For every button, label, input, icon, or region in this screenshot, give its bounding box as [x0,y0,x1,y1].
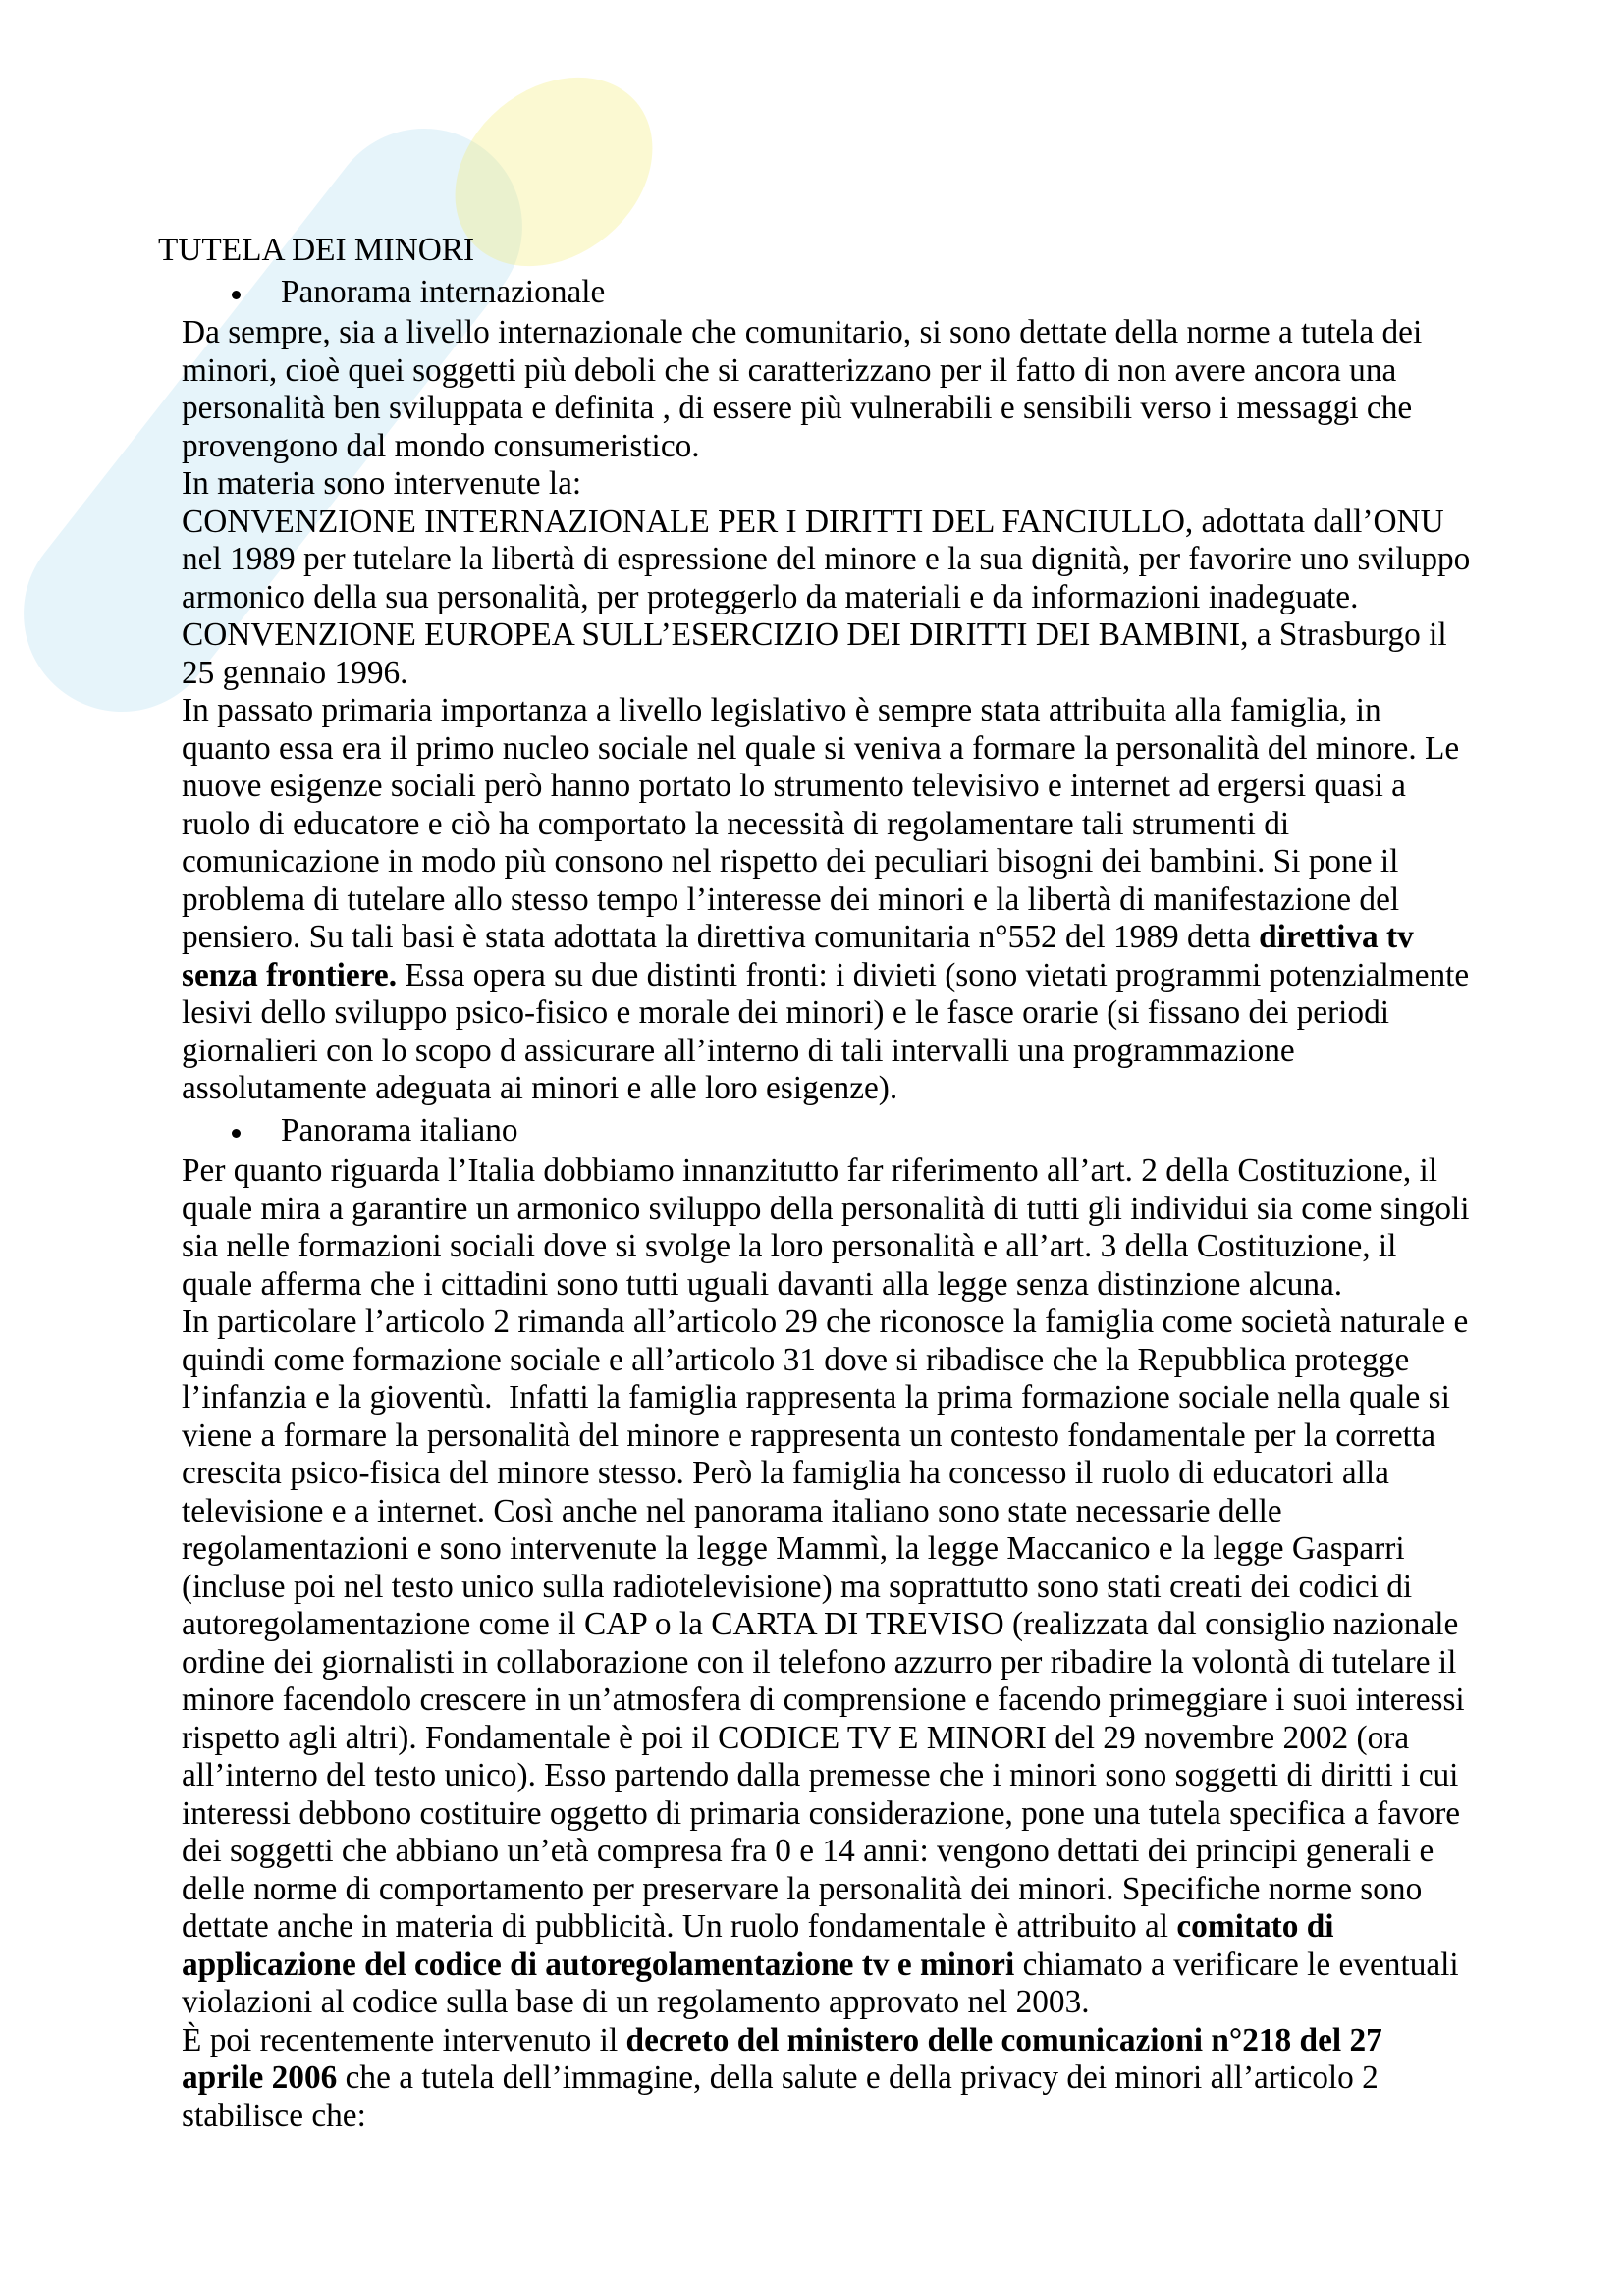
text-run: interessi debbono costituire oggetto di primaria considerazione, pone una tutela specifica a favore [182,1794,1461,1832]
paragraph-line [0,314,1623,352]
bold-text: direttiva tv [1259,919,1414,955]
text-run: CONVENZIONE INTERNAZIONALE PER I DIRITTI DEL FANCIULLO, adottata dall’ONU [182,503,1444,540]
paragraph-line [0,541,1623,579]
paragraph-line [0,1152,1623,1191]
paragraph-line [0,465,1623,504]
text-run: all’interno del testo unico). Esso partendo dalla premesse che i minori sono soggetti di diritti i cui [182,1757,1459,1793]
paragraph-line [0,1871,1623,1909]
paragraph-line [0,994,1623,1033]
paragraph-line [0,1569,1623,1607]
paragraph-line [0,1070,1623,1108]
paragraph-line [0,1984,1623,2022]
paragraph-line [0,504,1623,542]
paragraph-line [0,1720,1623,1758]
paragraph-line [0,1606,1623,1644]
sections-container [0,270,1623,2136]
section-heading-text: Panorama italiano [281,1111,518,1148]
text-run: provengono dal mondo consumeristico. [182,427,700,464]
text-run: Da sempre, sia a livello internazionale che comunitario, si sono dettate della norme a tutela dei [182,314,1423,350]
paragraph-line [0,2022,1623,2060]
text-run: autoregolamentazione come il CAP o la CARTA DI TREVISO (realizzata dal consiglio nazionale [182,1606,1459,1642]
bold-text: aprile 2006 [182,2059,338,2096]
paragraph-line [0,1304,1623,1342]
text-run: pensiero. Su tali basi è stata adottata la direttiva comunitaria n°552 del 1989 detta [182,919,1260,955]
text-run: nuove esigenze sociali però hanno portato lo strumento televisivo e internet ad ergersi quasi a [182,768,1406,804]
paragraph-line [0,1266,1623,1305]
paragraph-line [0,2098,1623,2136]
paragraph-line [0,655,1623,693]
bold-text: applicazione del codice di autoregolamentazione tv e minori [182,1946,1015,1983]
text-run: In particolare l’articolo 2 rimanda all’articolo 29 che riconosce la famiglia come società naturale e [182,1304,1469,1340]
text-run: dettate anche in materia di pubblicità. Un ruolo fondamentale è attribuito al [182,1908,1177,1945]
paragraph-line [0,579,1623,617]
bold-text: senza frontiere. [182,956,398,993]
paragraph-line [0,957,1623,995]
paragraph-line [0,1228,1623,1266]
text-run: nel 1989 per tutelare la libertà di espressione del minore e la sua dignità, per favorire uno sviluppo [182,541,1471,577]
paragraph-line [0,1682,1623,1720]
text-run: minore facendolo crescere in un’atmosfera di comprensione e facendo primeggiare i suoi interessi [182,1682,1465,1718]
text-run: CONVENZIONE EUROPEA SULL’ESERCIZIO DEI DIRITTI DEI BAMBINI, a Strasburgo il [182,616,1447,653]
paragraph-line [0,692,1623,730]
paragraph-line [0,616,1623,655]
text-run: In passato primaria importanza a livello legislativo è sempre stata attribuita alla famiglia, in [182,692,1381,728]
text-run: regolamentazioni e sono intervenute la legge Mammì, la legge Maccanico e la legge Gasparri [182,1530,1405,1567]
text-run: In materia sono intervenute la: [182,465,582,502]
paragraph-line [0,1417,1623,1456]
paragraph-line [0,1191,1623,1229]
text-run: crescita psico-fisica del minore stesso. Però la famiglia ha concesso il ruolo di educatori alla [182,1455,1389,1491]
bold-text: decreto del ministero delle comunicazioni n°218 del 27 [625,2021,1382,2058]
paragraph-line [0,1833,1623,1871]
document-body [0,232,1623,2135]
text-run: stabilisce che: [182,2097,366,2134]
text-run: delle norme di comportamento per preservare la personalità dei minori. Specifiche norme sono [182,1870,1423,1907]
text-run: violazioni al codice sulla base di un regolamento approvato nel 2003. [182,1984,1090,2020]
text-run: quindi come formazione sociale e all’articolo 31 dove si ribadisce che la Repubblica protegge [182,1341,1410,1378]
paragraph-line [0,1947,1623,1985]
text-run: chiamato a verificare le eventuali [1014,1946,1459,1983]
bullet-icon [232,291,241,299]
paragraph-line [0,1379,1623,1417]
paragraph-line [0,1757,1623,1795]
text-run: (incluse poi nel testo unico sulla radiotelevisione) ma soprattutto sono stati creati dei codici di [182,1568,1413,1605]
paragraph-line [0,352,1623,391]
bold-text: comitato di [1176,1908,1334,1945]
paragraph-line [0,806,1623,844]
paragraph-line [0,1530,1623,1569]
paragraph-line [0,881,1623,920]
text-run: rispetto agli altri). Fondamentale è poi il CODICE TV E MINORI del 29 novembre 2002 (ora [182,1719,1410,1756]
paragraph-line [0,1033,1623,1071]
text-run: È poi recentemente intervenuto il [182,2021,626,2058]
text-run: quanto essa era il primo nucleo sociale nel quale si veniva a formare la personalità del minore. Le [182,729,1460,767]
paragraph-line [0,428,1623,466]
text-run: Per quanto riguarda l’Italia dobbiamo innanzitutto far riferimento all’art. 2 della Costituzione, il [182,1152,1438,1189]
text-run: quale afferma che i cittadini sono tutti uguali davanti alla legge senza distinzione alcuna. [182,1265,1343,1303]
paragraph-line [0,1342,1623,1380]
paragraph-line [0,1455,1623,1493]
text-run: ordine dei giornalisti in collaborazione con il telefono azzurro per ribadire la volontà di tutelare il [182,1643,1457,1681]
text-run: lesivi dello sviluppo psico-fisico e morale dei minori) e le fasce orarie (si fissano dei periodi [182,994,1390,1031]
text-run: minori, cioè quei soggetti più deboli che si caratterizzano per il fatto di non avere ancora una [182,351,1397,389]
text-run: personalità ben sviluppata e definita , di essere più vulnerabili e sensibili verso i messaggi che [182,390,1413,426]
section-heading [0,270,1623,315]
paragraph-line [0,390,1623,428]
text-run: giornalieri con lo scopo d assicurare all’interno di tali intervalli una programmazione [182,1032,1295,1069]
text-run: 25 gennaio 1996. [182,654,408,691]
text-run: quale mira a garantire un armonico sviluppo della personalità di tutti gli individui sia come singoli [182,1190,1470,1227]
paragraph-line [0,1795,1623,1834]
paragraph-line [0,919,1623,957]
text-run: comunicazione in modo più consono nel rispetto dei peculiari bisogni dei bambini. Si pone il [182,843,1399,880]
text-run: problema di tutelare allo stesso tempo l’interesse dei minori e la libertà di manifestazione del [182,881,1400,918]
text-run: armonico della sua personalità, per proteggerlo da materiali e da informazioni inadeguate. [182,578,1359,615]
text-run: ruolo di educatore e ciò ha comportato la necessità di regolamentare tali strumenti di [182,805,1290,842]
paragraph-line [0,730,1623,769]
text-run: l’infanzia e la gioventù. Infatti la famiglia rappresenta la prima formazione sociale nella quale si [182,1379,1450,1415]
paragraph-line [0,1493,1623,1531]
text-run: che a tutela dell’immagine, della salute e della privacy dei minori all’articolo 2 [337,2059,1379,2096]
paragraph-line [0,1908,1623,1947]
section-heading-text: Panorama internazionale [281,273,606,310]
paragraph-line [0,2059,1623,2098]
text-run: assolutamente adeguata ai minori e alle loro esigenze). [182,1070,898,1106]
bullet-icon [232,1129,241,1138]
paragraph-line [0,1644,1623,1682]
text-run: sia nelle formazioni sociali dove si svolge la loro personalità e all’art. 3 della Costituzione, il [182,1228,1397,1264]
document-title: TUTELA DEI MINORI [158,232,475,268]
paragraph-line [0,843,1623,881]
paragraph-line [0,768,1623,806]
text-run: Essa opera su due distinti fronti: i divieti (sono vietati programmi potenzialmente [397,956,1470,993]
text-run: televisione e a internet. Così anche nel panorama italiano sono state necessarie delle [182,1492,1282,1529]
text-run: dei soggetti che abbiano un’età compresa fra 0 e 14 anni: vengono dettati dei principi generali e [182,1833,1434,1869]
section-heading [0,1108,1623,1153]
text-run: viene a formare la personalità del minore e rappresenta un contesto fondamentale per la corretta [182,1416,1435,1454]
